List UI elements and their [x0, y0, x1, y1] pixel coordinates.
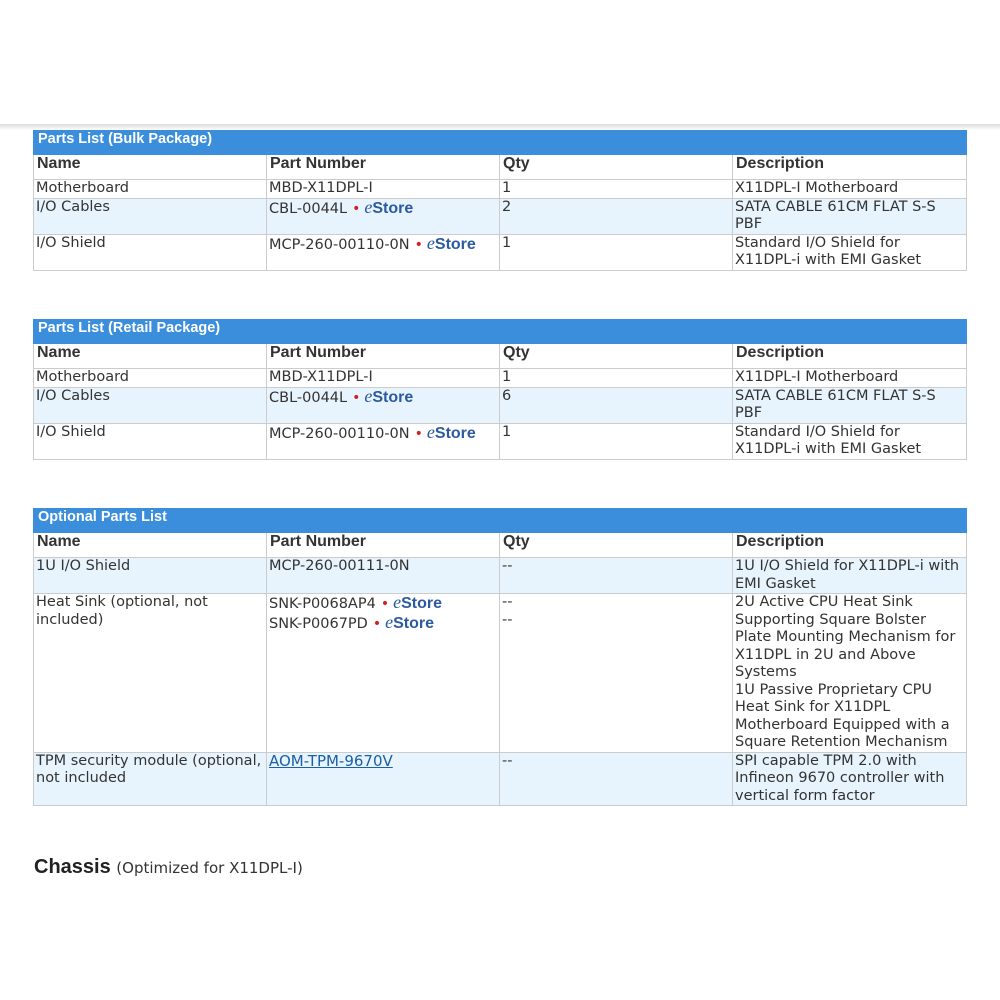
table-row	[34, 594, 967, 753]
column-header-description: Description	[733, 344, 967, 369]
part-number-text: MCP-260-00110-0N	[269, 236, 410, 253]
estore-link[interactable]	[364, 196, 414, 217]
table-title: Optional Parts List	[34, 509, 967, 533]
part-number-link[interactable]: AOM-TPM-9670V	[269, 751, 393, 770]
table-row	[34, 558, 967, 594]
cell-part-number	[267, 594, 500, 753]
chassis-heading	[34, 856, 303, 879]
estore-text: Store	[393, 614, 434, 632]
estore-text: Store	[372, 199, 414, 217]
estore-e-icon: e	[385, 611, 394, 632]
table-row	[34, 180, 967, 199]
optional-parts-table	[33, 508, 967, 806]
cell-part-number	[267, 198, 500, 234]
cell-qty: --	[500, 558, 733, 594]
estore-text: Store	[372, 388, 414, 406]
estore-text: Store	[401, 595, 442, 612]
cell-part-number: MCP-260-00111-0N	[267, 558, 500, 594]
part-line	[269, 594, 497, 614]
column-header-qty: Qty	[500, 344, 733, 369]
table-row	[34, 198, 967, 234]
cell-description: X11DPL-I Motherboard	[733, 369, 967, 388]
table-row	[34, 369, 967, 388]
estore-link[interactable]	[393, 592, 442, 612]
cell-part-number	[267, 234, 500, 270]
column-header-name: Name	[34, 533, 267, 558]
bullet-icon: •	[414, 425, 423, 442]
cell-description	[733, 594, 967, 753]
estore-text: Store	[434, 235, 476, 253]
estore-e-icon: e	[393, 592, 402, 612]
estore-link[interactable]	[385, 611, 434, 632]
part-number-text: MCP-260-00110-0N	[269, 425, 410, 442]
estore-e-icon: e	[364, 196, 373, 217]
cell-name: I/O Cables	[34, 198, 267, 234]
column-header-part-number: Part Number	[267, 533, 500, 558]
cell-name: Motherboard	[34, 369, 267, 388]
cell-qty: 2	[500, 198, 733, 234]
cell-part-number: MBD-X11DPL-I	[267, 180, 500, 199]
cell-qty: --	[500, 752, 733, 806]
cell-name: Heat Sink (optional, not included)	[34, 594, 267, 753]
parts-list-retail-table	[33, 319, 967, 460]
chassis-title: Chassis	[34, 856, 111, 878]
parts-list-bulk-table	[33, 130, 967, 271]
bullet-icon: •	[380, 596, 390, 612]
part-number-text: CBL-0044L	[269, 389, 348, 406]
bullet-icon: •	[414, 236, 423, 253]
cell-qty: 1	[500, 423, 733, 459]
cell-name: I/O Shield	[34, 234, 267, 270]
cell-qty: 1	[500, 234, 733, 270]
qty-line: --	[502, 594, 513, 610]
cell-name: 1U I/O Shield	[34, 558, 267, 594]
bullet-icon: •	[352, 200, 361, 217]
estore-e-icon: e	[364, 385, 373, 406]
part-number-text: CBL-0044L	[269, 200, 348, 217]
cell-description: SPI capable TPM 2.0 with Infineon 9670 controller with vertical form factor	[733, 752, 967, 806]
table-row	[34, 234, 967, 270]
cell-description: 1U I/O Shield for X11DPL-i with EMI Gasket	[733, 558, 967, 594]
bullet-icon: •	[372, 615, 382, 632]
part-number-text: SNK-P0067PD	[269, 615, 368, 632]
estore-text: Store	[434, 424, 476, 442]
estore-link[interactable]	[426, 421, 476, 442]
column-header-part-number: Part Number	[267, 155, 500, 180]
column-header-name: Name	[34, 344, 267, 369]
cell-qty	[500, 594, 733, 753]
table-title: Parts List (Retail Package)	[34, 320, 967, 344]
part-line	[269, 611, 497, 634]
cell-qty: 1	[500, 369, 733, 388]
cell-part-number	[267, 423, 500, 459]
column-header-qty: Qty	[500, 155, 733, 180]
description-line: 1U Passive Proprietary CPU Heat Sink for X11DPL Motherboard Equipped with a Square Retention Mechanism	[735, 681, 950, 750]
estore-e-icon: e	[426, 421, 435, 442]
cell-qty: 1	[500, 180, 733, 199]
column-header-description: Description	[733, 155, 967, 180]
column-header-part-number: Part Number	[267, 344, 500, 369]
description-line: 2U Active CPU Heat Sink Supporting Square Bolster Plate Mounting Mechanism for X11DPL in 2U and Above Systems	[735, 594, 956, 680]
cell-name: I/O Shield	[34, 423, 267, 459]
estore-e-icon: e	[426, 232, 435, 253]
table-row	[34, 387, 967, 423]
cell-part-number: MBD-X11DPL-I	[267, 369, 500, 388]
bullet-icon: •	[352, 389, 361, 406]
cell-part-number	[267, 752, 500, 806]
table-row	[34, 752, 967, 806]
table-row	[34, 423, 967, 459]
cell-name: TPM security module (optional, not included	[34, 752, 267, 806]
estore-link[interactable]	[426, 232, 476, 253]
top-header-area	[0, 0, 1000, 124]
cell-part-number	[267, 387, 500, 423]
qty-line: --	[502, 611, 513, 628]
cell-qty: 6	[500, 387, 733, 423]
cell-name: Motherboard	[34, 180, 267, 199]
cell-description: SATA CABLE 61CM FLAT S-S PBF	[733, 387, 967, 423]
table-title: Parts List (Bulk Package)	[34, 131, 967, 155]
column-header-name: Name	[34, 155, 267, 180]
cell-name: I/O Cables	[34, 387, 267, 423]
cell-description: Standard I/O Shield for X11DPL-i with EMI Gasket	[733, 423, 967, 459]
estore-link[interactable]	[364, 385, 414, 406]
chassis-subtitle: (Optimized for X11DPL-I)	[116, 859, 303, 877]
part-number-text: SNK-P0068AP4	[269, 596, 376, 612]
cell-description: Standard I/O Shield for X11DPL-i with EMI Gasket	[733, 234, 967, 270]
column-header-qty: Qty	[500, 533, 733, 558]
cell-description: SATA CABLE 61CM FLAT S-S PBF	[733, 198, 967, 234]
column-header-description: Description	[733, 533, 967, 558]
cell-description: X11DPL-I Motherboard	[733, 180, 967, 199]
